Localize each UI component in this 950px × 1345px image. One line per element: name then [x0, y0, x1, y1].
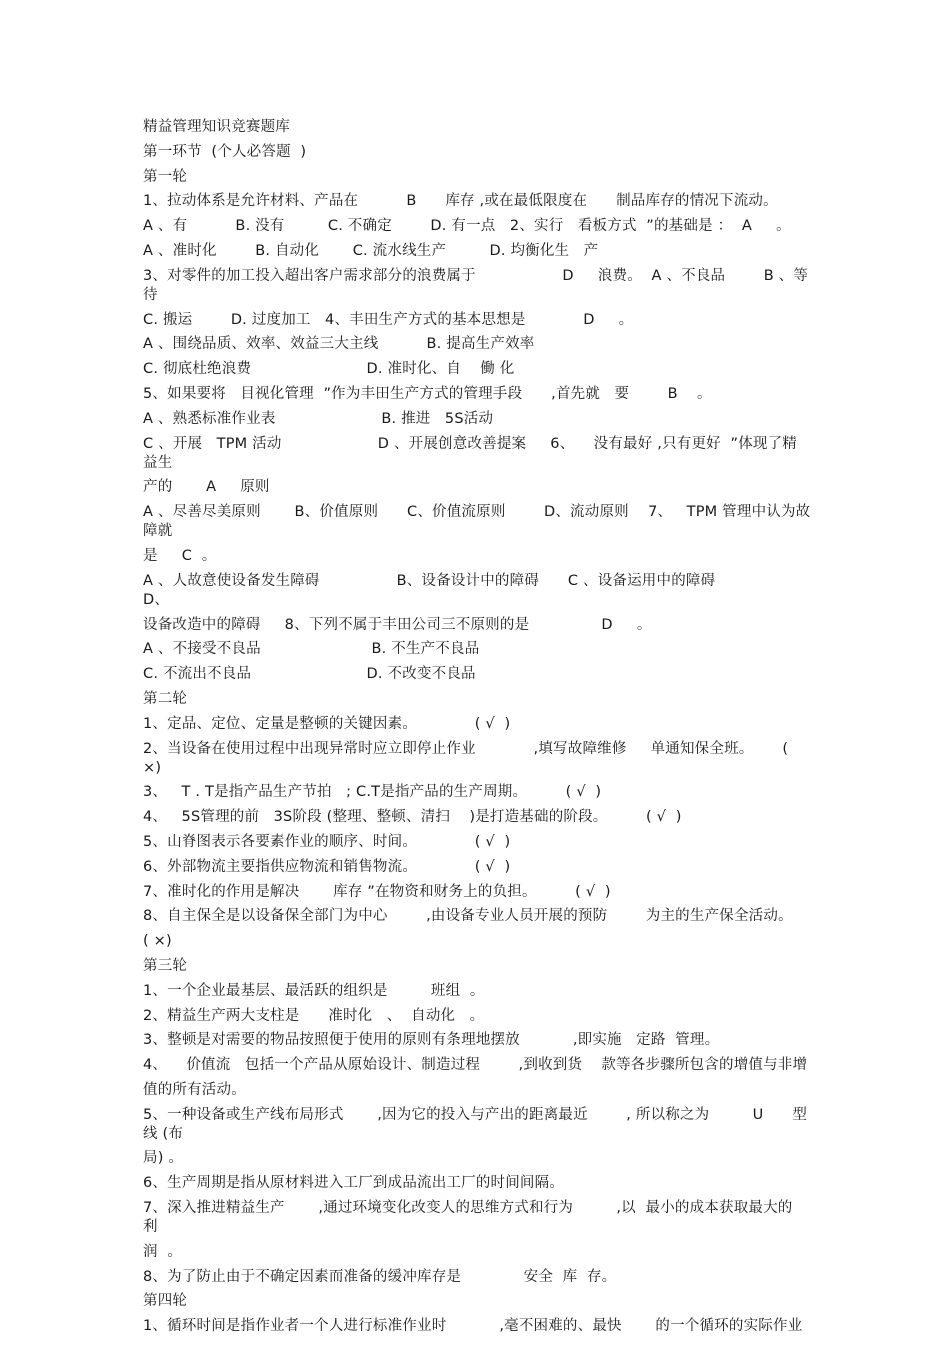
text-line: A 、尽善尽美原则 B、价值原则 C、价值流原则 D、流动原则 7、 TPM 管理中认为故障就 [143, 504, 811, 540]
text-line: 7、准时化的作用是解决 库存 ”在物资和财务上的负担。 ( √ ) [143, 883, 611, 900]
document-title: 精益管理知识竞赛题库 [143, 119, 290, 135]
text-line: 第一环节 (个人必答题 ) [143, 143, 307, 160]
text-line: 1、循环时间是指作业者一个人进行标准作业时 ,毫不困难的、最快 的一个循环的实际作业 [143, 1318, 803, 1335]
text-line: 2、精益生产两大支柱是 准时化 、 自动化 。 [143, 1007, 485, 1024]
text-line: 5、一种设备或生产线布局形式 ,因为它的投入与产出的距离最近 , 所以称之为 U 型线 (布 [143, 1106, 808, 1142]
text-line: C. 彻底杜绝浪费 D. 准时化、自 働 化 [143, 361, 515, 378]
text-line: A 、不接受不良品 B. 不生产不良品 [143, 641, 480, 658]
text-line: 产的 A 原则 [143, 479, 270, 496]
text-line: 1、一个企业最基层、最活跃的组织是 班组 。 [143, 982, 485, 999]
text-line: 4、 5S管理的前 3S阶段 (整理、整顿、清扫 )是打造基础的阶段。 ( √ ) [143, 809, 682, 826]
text-line: A 、熟悉标准作业表 B. 推进 5S活动 [143, 410, 494, 427]
text-line: A 、准时化 B. 自动化 C. 流水线生产 D. 均衡化生 产 [143, 242, 599, 259]
text-line: C. 不流出不良品 D. 不改变不良品 [143, 666, 476, 683]
text-line: 值的所有活动。 [143, 1081, 246, 1098]
text-line: A 、围绕品质、效率、效益三大主线 B. 提高生产效率 [143, 336, 535, 353]
text-line: 是 C 。 [143, 547, 217, 564]
text-line: 1、定品、定位、定量是整顿的关键因素。 ( √ ) [143, 715, 511, 732]
text-line: ( ×) [143, 933, 172, 950]
text-line: 5、山脊图表示各要素作业的顺序、时间。 ( √ ) [143, 833, 511, 850]
text-line: 2、当设备在使用过程中出现异常时应立即停止作业 ,填写故障维修 单通知保全班。 ( ×) [143, 740, 794, 776]
text-line: 局) 。 [143, 1150, 184, 1167]
text-line: 7、深入推进精益生产 ,通过环境变化改变人的思维方式和行为 ,以 最小的成本获取最大的 利 [143, 1200, 841, 1236]
text-line: 3、 T . T是指产品生产节拍 ; C.T是指产品的生产周期。 ( √ ) [143, 784, 602, 801]
text-line: 3、整顿是对需要的物品按照便于使用的原则有条理地摆放 ,即实施 定路 管理。 [143, 1032, 720, 1049]
text-line: 第四轮 [143, 1293, 188, 1310]
text-line: 1、拉动体系是允许材料、产品在 B 库存 ,或在最低限度在 制品库存的情况下流动。 [143, 193, 778, 210]
text-line: 第二轮 [143, 690, 188, 707]
text-line: 第三轮 [143, 957, 188, 974]
text-line: 设备改造中的障碍 8、下列不属于丰田公司三不原则的是 D 。 [143, 616, 652, 633]
text-line: 3、对零件的加工投入超出客户需求部分的浪费属于 D 浪费。 A 、不良品 B 、等待 [143, 267, 809, 303]
text-line: A 、人故意使设备发生障碍 B、设备设计中的障碍 C 、设备运用中的障碍 D、 [143, 572, 817, 608]
text-line: C. 搬运 D. 过度加工 4、丰田生产方式的基本思想是 D 。 [143, 311, 634, 328]
text-line: A 、有 B. 没有 C. 不确定 D. 有一点 2、实行 看板方式 ”的基础是 ： A 。 [143, 218, 791, 235]
text-line: 8、为了防止由于不确定因素而准备的缓冲库存是 安全 库 存。 [143, 1268, 617, 1285]
text-line: 第一轮 [143, 168, 188, 185]
text-line: 润 。 [143, 1243, 183, 1260]
text-line: 4、 价值流 包括一个产品从原始设计、制造过程 ,到收到货 款等各步骤所包含的增值与非增 [143, 1057, 808, 1074]
document-body [143, 118, 841, 1342]
text-line: 6、生产周期是指从原材料进入工厂到成品流出工厂的时间间隔。 [143, 1175, 565, 1192]
text-line: 8、自主保全是以设备保全部门为中心 ,由设备专业人员开展的预防 为主的生产保全活动。 [143, 908, 793, 925]
text-line: C 、开展 TPM 活动 D 、开展创意改善提案 6、 没有最好 ,只有更好 ”体现了精益生 [143, 435, 797, 471]
text-line: 5、如果要将 目视化管理 ”作为丰田生产方式的管理手段 ,首先就 要 B 。 [143, 385, 712, 402]
text-line: 6、外部物流主要指供应物流和销售物流。 ( √ ) [143, 858, 511, 875]
